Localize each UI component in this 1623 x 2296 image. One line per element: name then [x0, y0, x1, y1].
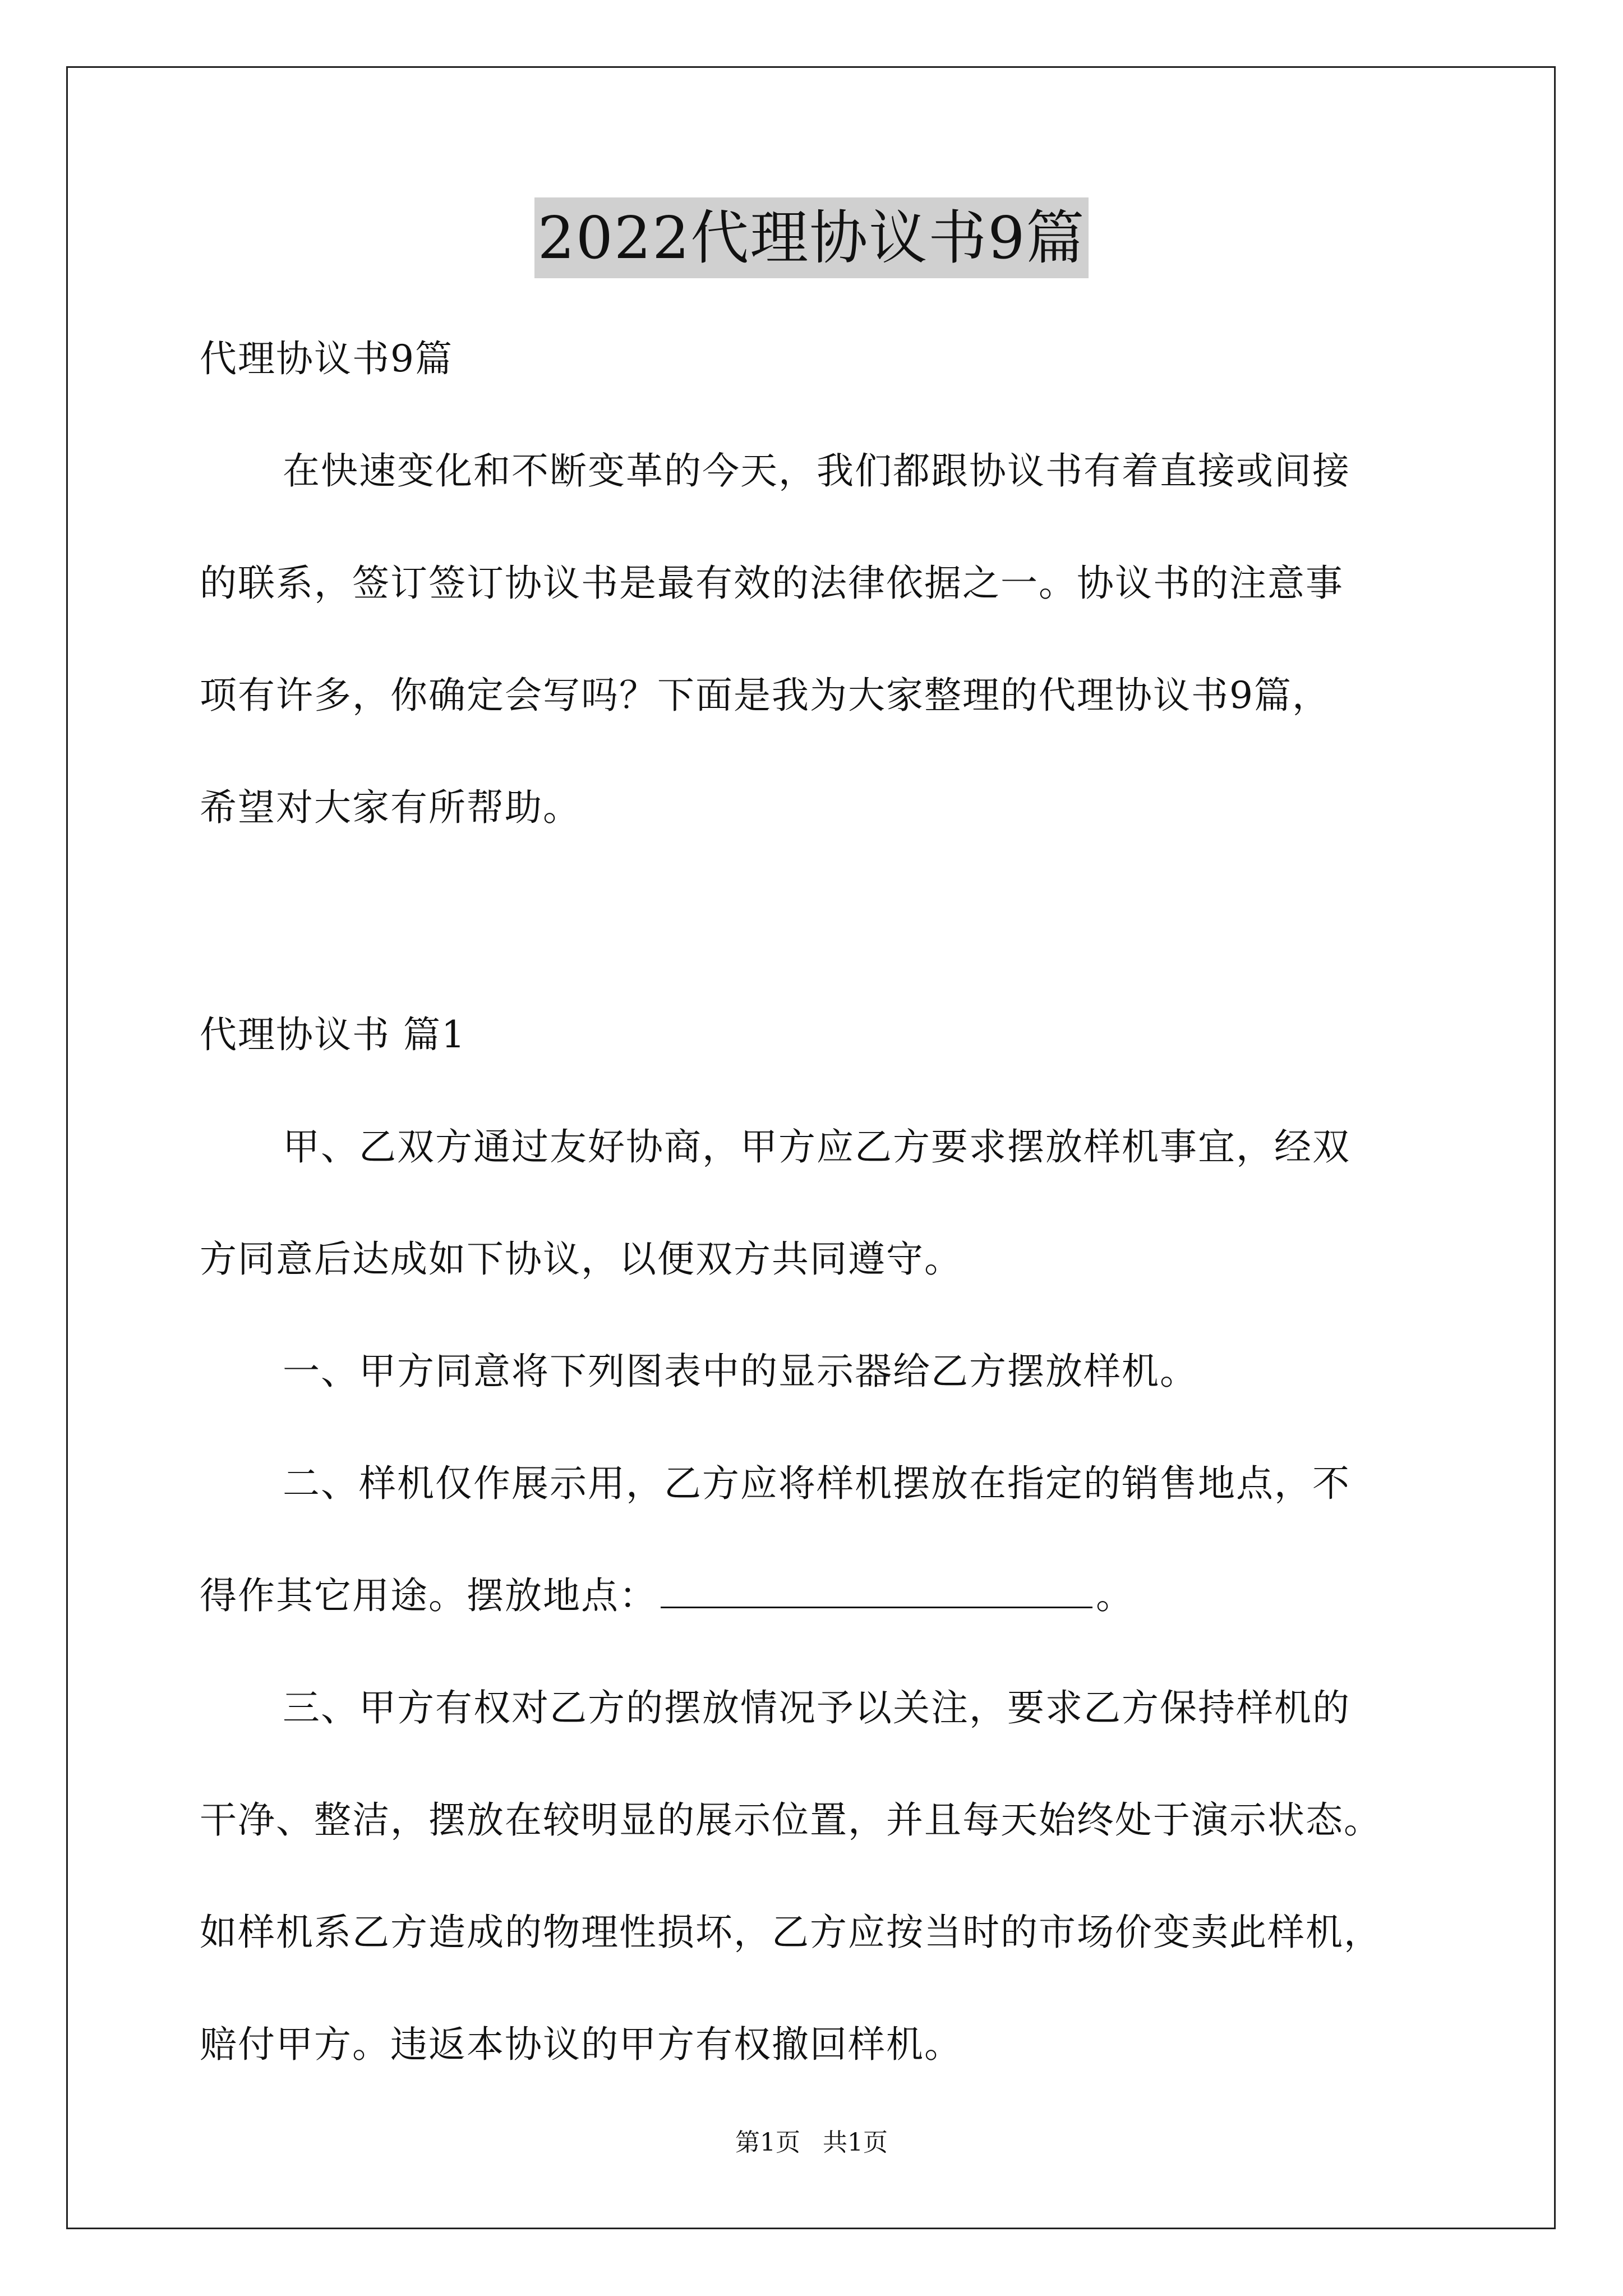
section-spacer [200, 864, 1428, 979]
body-line: 赔付甲方。违返本协议的甲方有权撤回样机。 [200, 2023, 962, 2066]
body-line: 方同意后达成如下协议，以便双方共同遵守。 [200, 1237, 962, 1281]
section-heading: 代理协议书 篇1 [200, 1013, 466, 1056]
document-title: 2022代理协议书9篇 [534, 197, 1089, 278]
intro-line: 的联系，签订签订协议书是最有效的法律依据之一。协议书的注意事 [200, 562, 1344, 605]
location-label: 得作其它用途。摆放地点： [200, 1574, 657, 1617]
intro-line: 希望对大家有所帮助。 [200, 786, 581, 829]
body-line: 一、甲方同意将下列图表中的显示器给乙方摆放样机。 [283, 1350, 1198, 1393]
body-line: 如样机系乙方造成的物理性损坏，乙方应按当时的市场价变卖此样机， [200, 1911, 1382, 1954]
intro-line: 项有许多，你确定会写吗？下面是我为大家整理的代理协议书9篇， [200, 674, 1330, 717]
page-number-total: 共1页 [823, 2128, 888, 2157]
period-mark: 。 [1096, 1574, 1134, 1617]
document-body [200, 303, 1428, 2101]
page-footer [0, 2126, 1623, 2160]
intro-line: 在快速变化和不断变革的今天，我们都跟协议书有着直接或间接 [283, 449, 1350, 493]
body-line: 三、甲方有权对乙方的摆放情况予以关注，要求乙方保持样机的 [283, 1686, 1350, 1729]
body-line: 二、样机仅作展示用，乙方应将样机摆放在指定的销售地点，不 [283, 1462, 1350, 1505]
title-container [0, 197, 1623, 278]
page-number-current: 第1页 [735, 2128, 800, 2157]
body-line-with-blank [200, 1540, 1428, 1652]
body-line: 甲、乙双方通过友好协商，甲方应乙方要求摆放样机事宜，经双 [283, 1125, 1350, 1168]
document-subtitle: 代理协议书9篇 [200, 337, 453, 380]
fill-in-blank [661, 1575, 1092, 1608]
body-line: 干净、整洁，摆放在较明显的展示位置，并且每天始终处于演示状态。 [200, 1798, 1382, 1842]
